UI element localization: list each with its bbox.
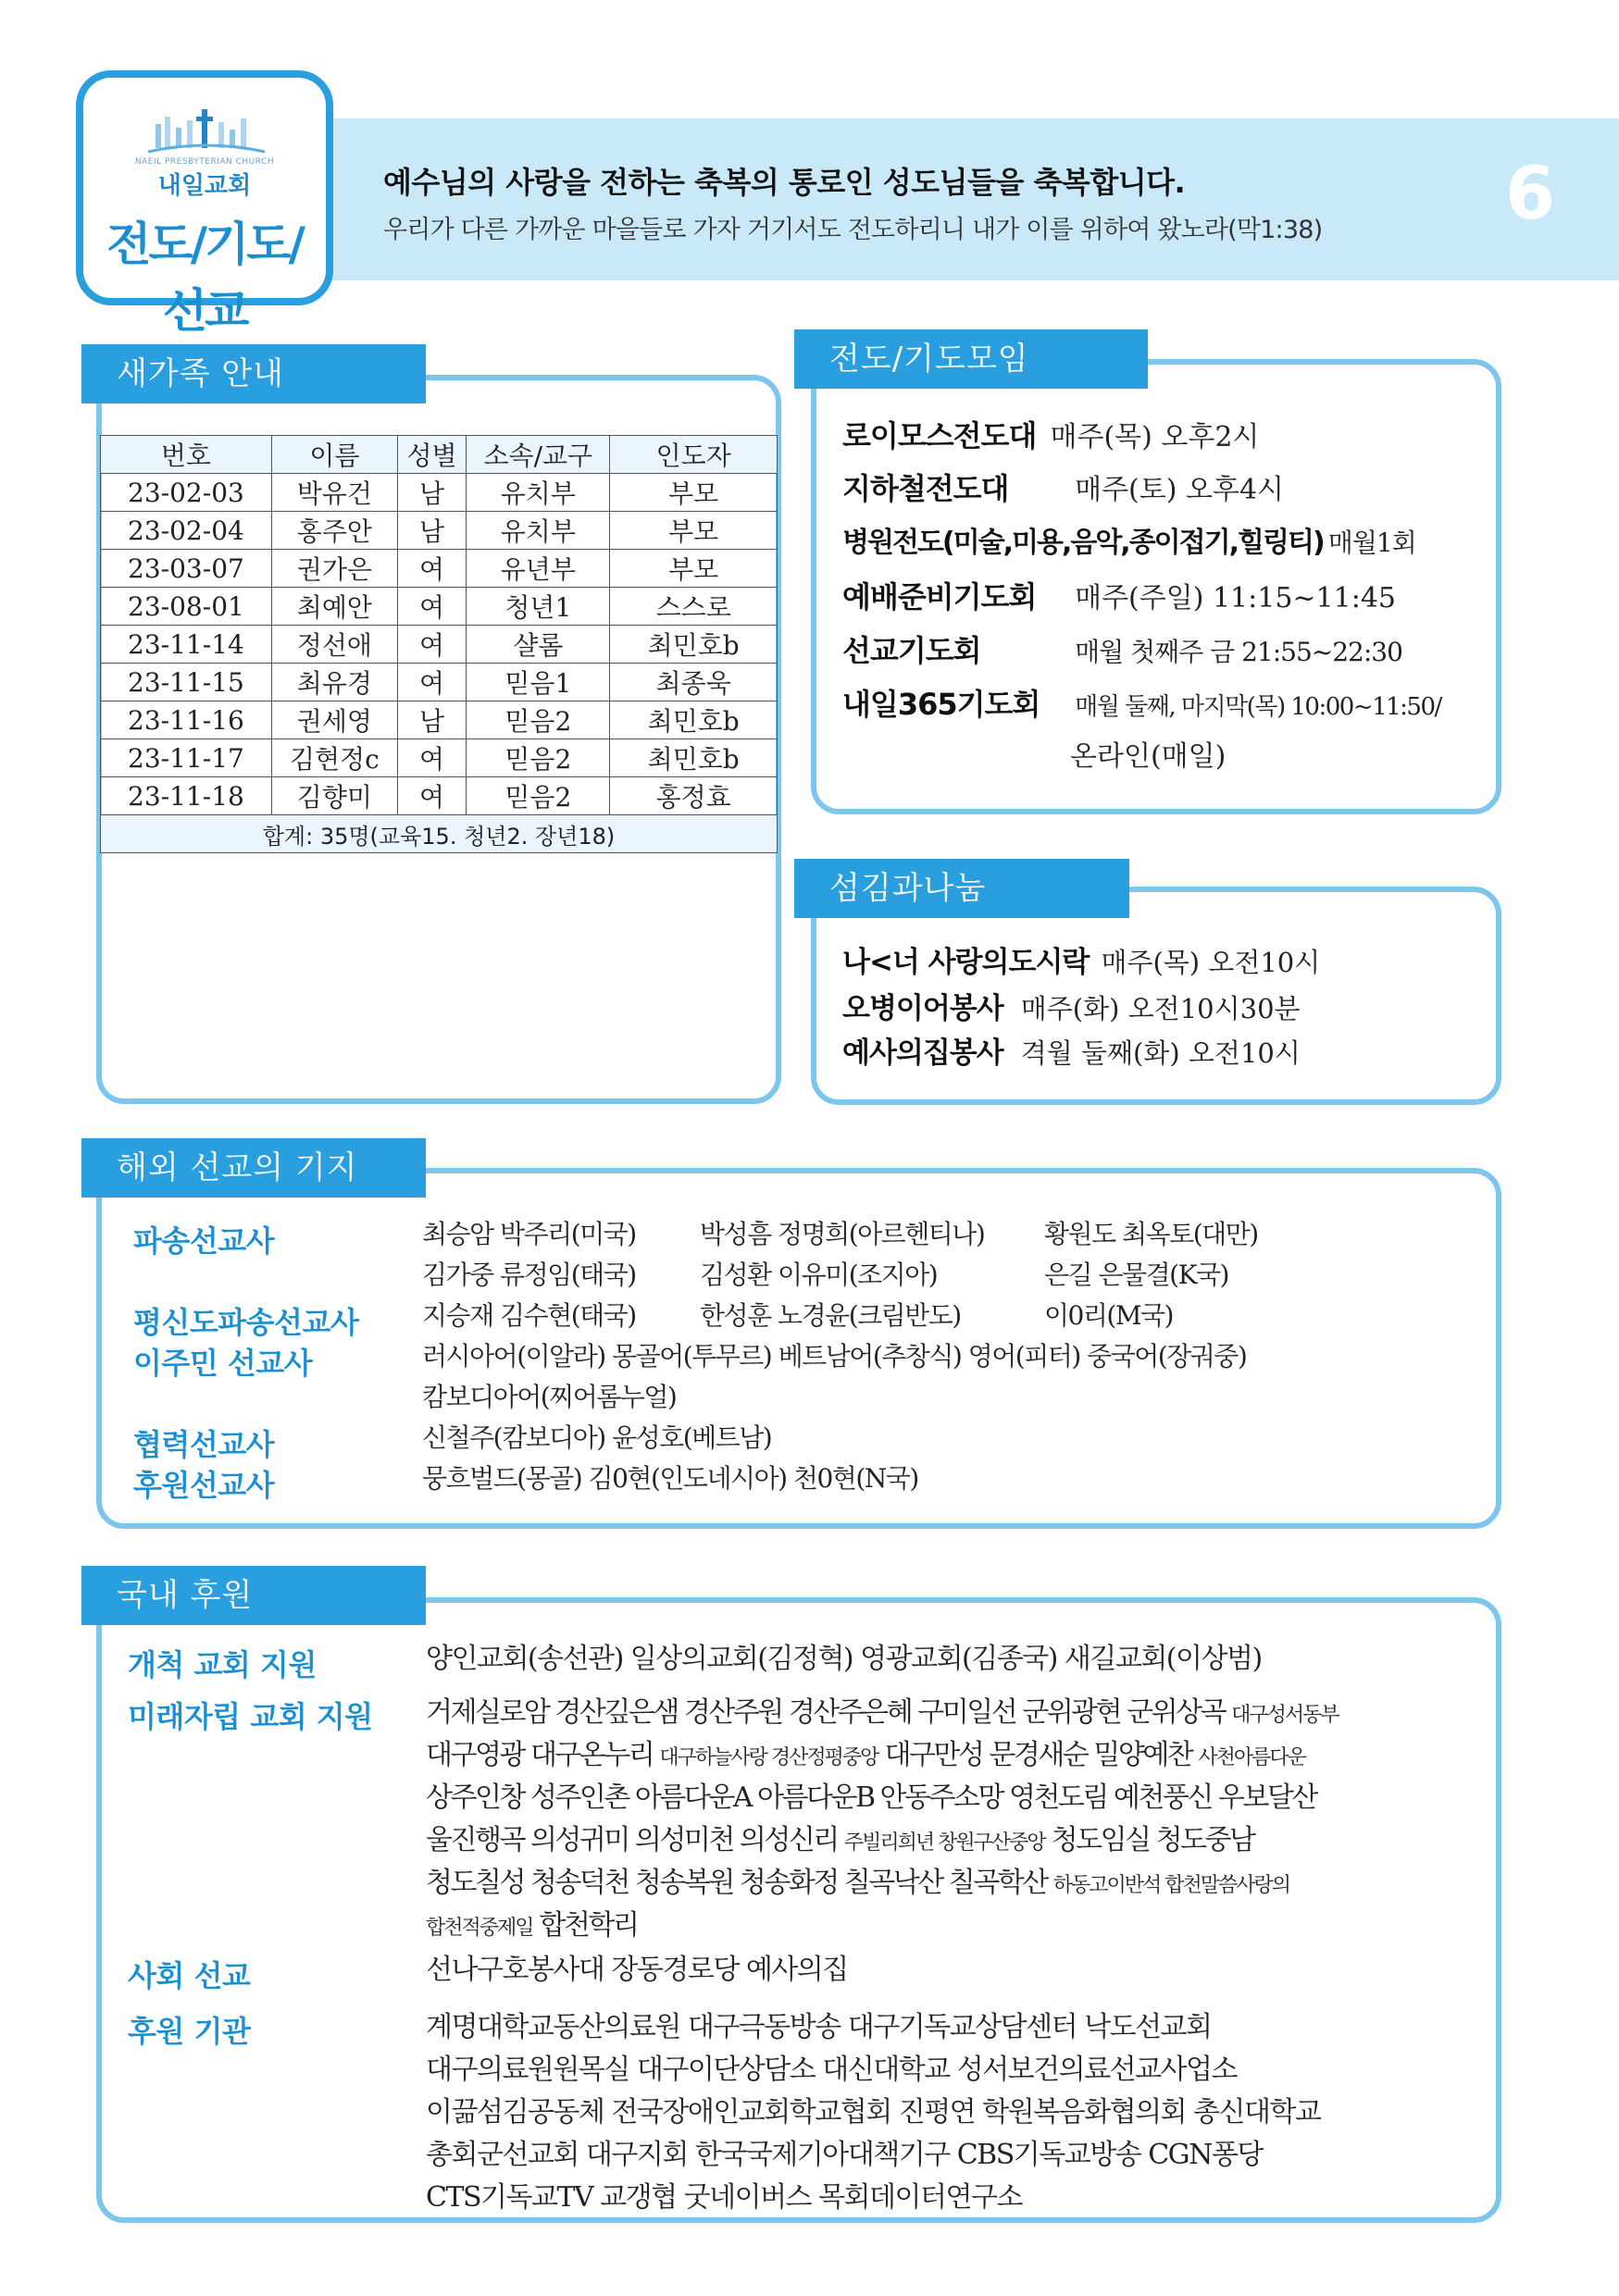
partner-missionaries-label: 협력선교사 — [133, 1427, 275, 1462]
church-names: 울진행곡 의성귀미 의성미천 의성신리 — [426, 1824, 844, 1856]
overseas-title: 해외 선교의 기지 — [81, 1138, 426, 1198]
cell-department: 유치부 — [467, 512, 610, 550]
meeting-time: 매주(토) 오후4시 — [1075, 474, 1285, 506]
cell-number: 23-11-14 — [101, 626, 272, 664]
social-mission-label: 사회 선교 — [128, 1958, 251, 1993]
table-row — [101, 739, 778, 777]
column-header: 번호 — [101, 436, 272, 474]
missionary-entry: 이0리(M국) — [1044, 1300, 1173, 1331]
list-item: 러시아어(이알라) 몽골어(투무르) 베트남어(추창식) 영어(피터) 중국어(장궈중) — [422, 1341, 1247, 1371]
meeting-label: 병원전도(미술,미용,음악,종이접기,힐링티) — [842, 527, 1324, 559]
cell-department: 믿음1 — [467, 664, 610, 701]
list-item — [422, 1255, 1258, 1296]
cell-gender: 여 — [397, 588, 466, 626]
header-verse: 우리가 다른 가까운 마을들로 가자 거기서도 전도하리니 내가 이를 위하여 왔노라(막1:38) — [383, 216, 1323, 244]
list-item — [426, 1819, 1339, 1862]
meeting-item — [842, 681, 1441, 724]
missionary-entry: 황원도 최옥토(대만) — [1044, 1219, 1258, 1249]
missionary-entry: 최승암 박주리(미국) — [422, 1219, 636, 1249]
meeting-item — [842, 465, 1284, 508]
table-row — [101, 626, 778, 664]
table-row — [101, 474, 778, 512]
domestic-title: 국내 후원 — [81, 1566, 426, 1625]
future-church-label: 미래자립 교회 지원 — [128, 1699, 373, 1734]
cell-name: 권세영 — [271, 701, 397, 739]
sent-missionaries-label: 파송선교사 — [133, 1223, 275, 1259]
cell-name: 최예안 — [271, 588, 397, 626]
cell-name: 박유건 — [271, 474, 397, 512]
cell-name: 최유경 — [271, 664, 397, 701]
church-names: 청도임실 청도중남 — [1044, 1824, 1254, 1856]
cell-number: 23-08-01 — [101, 588, 272, 626]
church-names: 상주인창 성주인촌 아름다운A 아름다운B 안동주소망 영천도림 예천풍신 우보달산 — [426, 1781, 1316, 1814]
cell-gender: 여 — [397, 664, 466, 701]
missionary-entry: 김성환 이유미(조지아) — [700, 1260, 938, 1290]
column-header: 성별 — [397, 436, 466, 474]
serving-label: 오병이어봉사 — [842, 992, 1003, 1025]
support-org-label: 후원 기관 — [128, 2014, 251, 2049]
cell-department: 믿음2 — [467, 701, 610, 739]
table-row — [101, 588, 778, 626]
meeting-label: 예배준비기도회 — [842, 579, 1037, 614]
cell-gender: 남 — [397, 512, 466, 550]
cell-guide: 홍정효 — [610, 777, 778, 815]
list-item — [426, 1905, 1339, 1947]
church-names-small: 주빌리희년 창원구산중앙 — [843, 1831, 1045, 1855]
church-names-small: 사천아름다운 — [1198, 1746, 1305, 1769]
cell-gender: 남 — [397, 474, 466, 512]
table-header-row — [101, 436, 778, 474]
serving-label: 나<너 사랑의도시락 — [842, 946, 1090, 979]
list-item: CTS기독교TV 교갱협 굿네이버스 목회데이터연구소 — [426, 2181, 1022, 2214]
cell-number: 23-11-15 — [101, 664, 272, 701]
meeting-time: 매월 첫째주 금 21:55~22:30 — [1075, 637, 1402, 667]
cell-gender: 여 — [397, 739, 466, 777]
serving-time: 매주(목) 오전10시 — [1101, 947, 1321, 978]
cell-department: 샬롬 — [467, 626, 610, 664]
cell-guide: 최민호b — [610, 701, 778, 739]
list-item — [426, 1777, 1339, 1819]
list-item — [422, 1214, 1258, 1255]
section-title: 전도/기도/선교 — [106, 217, 303, 338]
table-row — [101, 664, 778, 701]
serving-item — [842, 938, 1320, 980]
cell-department: 청년1 — [467, 588, 610, 626]
church-names: 청도칠성 청송덕천 청송복원 청송화정 칠곡낙산 칠곡학산 — [426, 1867, 1053, 1899]
cell-guide: 부모 — [610, 550, 778, 588]
table-total: 합계: 35명(교육15. 청년2. 장년18) — [101, 815, 778, 853]
serving-title: 섬김과나눔 — [794, 859, 1129, 918]
church-names: 합천학리 — [532, 1909, 638, 1942]
church-names-small: 하동고이반석 합천말씀사랑의 — [1052, 1874, 1290, 1897]
migrant-missionaries-label: 이주민 선교사 — [133, 1346, 313, 1381]
cell-name: 권가은 — [271, 550, 397, 588]
sent-missionaries-list — [422, 1214, 1258, 1499]
meeting-label: 로이모스전도대 — [842, 418, 1037, 453]
cell-department: 유년부 — [467, 550, 610, 588]
meeting-time-continued: 온라인(매일) — [1070, 740, 1227, 773]
meetings-title: 전도/기도모임 — [794, 329, 1148, 389]
list-item — [426, 1862, 1339, 1905]
table-total-row — [101, 815, 778, 853]
meeting-label: 내일365기도회 — [842, 687, 1040, 722]
list-item: 총회군선교회 대구지회 한국국제기아대책기구 CBS기독교방송 CGN퐁당 — [426, 2139, 1263, 2171]
cell-department: 유치부 — [467, 474, 610, 512]
missionary-entry: 한성훈 노경윤(크림반도) — [700, 1300, 961, 1331]
cell-gender: 여 — [397, 777, 466, 815]
church-names-small: 대구성서동부 — [1231, 1704, 1339, 1727]
table-row — [101, 777, 778, 815]
cell-gender: 여 — [397, 626, 466, 664]
church-names-small: 대구하늘사랑 경산정평중앙 — [659, 1746, 878, 1769]
future-church-list — [426, 1692, 1339, 1947]
cell-name: 정선애 — [271, 626, 397, 664]
cell-number: 23-11-16 — [101, 701, 272, 739]
church-names: 대구영광 대구온누리 — [426, 1739, 660, 1771]
cell-guide: 부모 — [610, 474, 778, 512]
meeting-item — [842, 627, 1402, 670]
list-item: 선나구호봉사대 장동경로당 예사의집 — [426, 1954, 848, 1986]
meeting-time: 매월1회 — [1327, 527, 1416, 558]
list-item: 양인교회(송선관) 일상의교회(김정혁) 영광교회(김종국) 새길교회(이상범) — [426, 1643, 1262, 1675]
list-item: 계명대학교동산의료원 대구극동방송 대구기독교상담센터 낙도선교회 — [426, 2011, 1212, 2043]
church-logo-box — [76, 70, 333, 338]
list-item: 뭉흐벌드(몽골) 김0현(인도네시아) 천0현(N국) — [422, 1463, 918, 1494]
meeting-item — [842, 413, 1259, 455]
page-number: 6 — [1505, 153, 1556, 236]
lay-missionaries-label: 평신도파송선교사 — [133, 1305, 359, 1340]
header-headline: 예수님의 사랑을 전하는 축복의 통로인 성도님들을 축복합니다. — [383, 165, 1186, 200]
missionary-entry: 은길 은물결(K국) — [1044, 1260, 1228, 1290]
serving-time: 매주(화) 오전10시30분 — [1020, 993, 1301, 1024]
cell-number: 23-11-18 — [101, 777, 272, 815]
logo-subtitle: NAEIL PRESBYTERIAN CHURCH — [134, 157, 275, 167]
missionary-entry: 박성흠 정명희(아르헨티나) — [700, 1219, 985, 1249]
pioneer-church-list — [426, 1638, 1262, 1681]
pioneer-church-label: 개척 교회 지원 — [128, 1647, 317, 1682]
new-family-table — [100, 435, 778, 853]
cell-guide: 최민호b — [610, 739, 778, 777]
serving-label: 예사의집봉사 — [842, 1036, 1003, 1070]
column-header: 소속/교구 — [467, 436, 610, 474]
meeting-label: 지하철전도대 — [842, 471, 1009, 506]
cell-name: 홍주안 — [271, 512, 397, 550]
serving-item — [842, 1029, 1301, 1071]
meeting-time: 매주(주일) 11:15~11:45 — [1075, 582, 1397, 614]
church-names: 대구만성 문경새순 밀양예찬 — [878, 1739, 1199, 1771]
list-item: 이끎섬김공동체 전국장애인교회학교협회 진평연 학원복음화협의회 총신대학교 — [426, 2096, 1321, 2128]
column-header: 이름 — [271, 436, 397, 474]
supported-missionaries-label: 후원선교사 — [133, 1468, 275, 1503]
list-item — [422, 1296, 1258, 1336]
cell-department: 믿음2 — [467, 739, 610, 777]
meeting-item — [842, 574, 1396, 616]
cell-name: 김현정c — [271, 739, 397, 777]
cell-guide: 최종욱 — [610, 664, 778, 701]
missionary-entry: 지승재 김수현(태국) — [422, 1300, 636, 1331]
meeting-time: 매월 둘째, 마지막(목) 10:00~11:50/ — [1075, 693, 1441, 721]
cell-guide: 최민호b — [610, 626, 778, 664]
table-row — [101, 550, 778, 588]
list-item: 신철주(캄보디아) 윤성호(베트남) — [422, 1422, 772, 1453]
column-header: 인도자 — [610, 436, 778, 474]
cell-number: 23-02-04 — [101, 512, 272, 550]
meeting-label: 선교기도회 — [842, 633, 981, 668]
church-logo-icon — [144, 105, 268, 161]
church-names: 거제실로암 경산깊은샘 경산주원 경산주은혜 구미일선 군위광현 군위상곡 — [426, 1696, 1232, 1729]
table-row — [101, 512, 778, 550]
list-item: 대구의료원원목실 대구이단상담소 대신대학교 성서보건의료선교사업소 — [426, 2054, 1237, 2086]
cell-gender: 여 — [397, 550, 466, 588]
cell-number: 23-11-17 — [101, 739, 272, 777]
serving-time: 격월 둘째(화) 오전10시 — [1020, 1037, 1301, 1069]
table-row — [101, 701, 778, 739]
serving-item — [842, 985, 1301, 1026]
missionary-entry: 김가중 류정임(태국) — [422, 1260, 636, 1290]
cell-number: 23-02-03 — [101, 474, 272, 512]
cell-gender: 남 — [397, 701, 466, 739]
cell-department: 믿음2 — [467, 777, 610, 815]
church-names-small: 합천적중제일 — [426, 1917, 533, 1940]
social-mission-list — [426, 1949, 848, 1992]
list-item — [426, 1692, 1339, 1734]
cell-number: 23-03-07 — [101, 550, 272, 588]
new-family-title: 새가족 안내 — [81, 344, 426, 403]
support-org-list — [426, 2006, 1320, 2219]
logo-church-name: 내일교회 — [157, 172, 252, 200]
cell-guide: 부모 — [610, 512, 778, 550]
meeting-item — [842, 519, 1416, 560]
list-item: 캄보디아어(찌어롬누얼) — [422, 1382, 677, 1412]
cell-name: 김향미 — [271, 777, 397, 815]
cell-guide: 스스로 — [610, 588, 778, 626]
list-item — [426, 1734, 1339, 1777]
meeting-time: 매주(목) 오후2시 — [1050, 421, 1260, 453]
